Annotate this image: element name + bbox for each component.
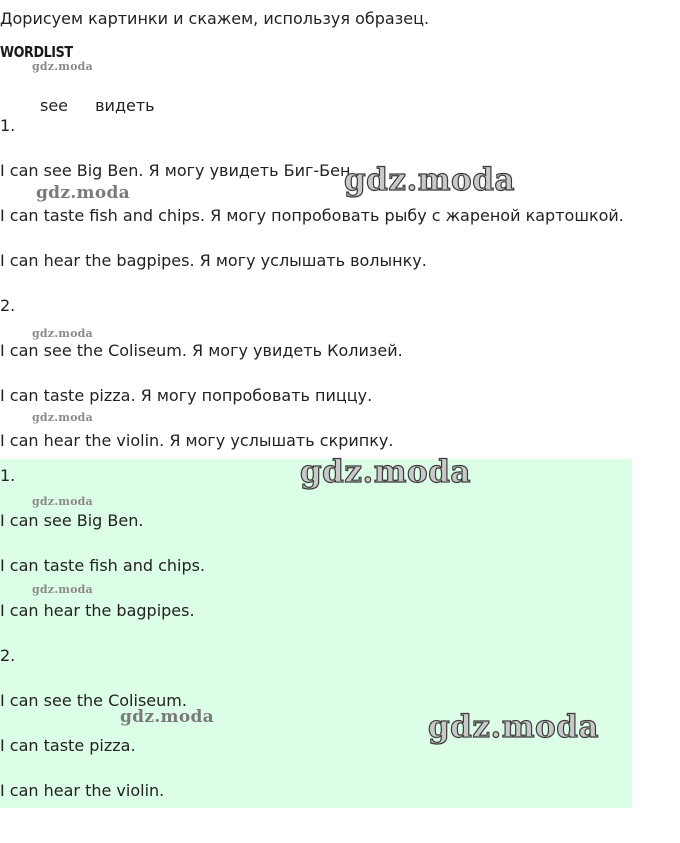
watermark-mid-1: gdz.moda: [36, 183, 130, 203]
answer-item-1-line-2: I can taste fish and chips.: [0, 556, 206, 575]
watermark-small-5: gdz.moda: [32, 583, 93, 596]
watermark-small-1: gdz.moda: [32, 60, 93, 73]
task-item-1-line-3: I can hear the bagpipes. Я могу услышать волынку.: [0, 251, 427, 270]
task-item-2-line-3: I can hear the violin. Я могу услышать скрипку.: [0, 431, 394, 450]
task-item-2-line-2: I can taste pizza. Я могу попробовать пиццу.: [0, 386, 373, 405]
task-item-2-number: 2.: [0, 296, 16, 315]
task-item-1-line-2: I can taste fish and chips. Я могу попробовать рыбу с жареной картошкой.: [0, 206, 624, 225]
task-item-2-line-1: I can see the Coliseum. Я могу увидеть Колизей.: [0, 341, 403, 360]
wordlist-heading[interactable]: WORDLIST: [0, 43, 73, 61]
clipped-text-fragment: [40, 96, 200, 115]
watermark-small-4: gdz.moda: [32, 495, 93, 508]
task-item-1-number: 1.: [0, 116, 16, 135]
watermark-big-3: gdz.moda: [428, 709, 599, 745]
answer-item-2-line-1: I can see the Coliseum.: [0, 691, 187, 710]
watermark-big-2: gdz.moda: [300, 454, 471, 490]
answer-item-2-line-3: I can hear the violin.: [0, 781, 165, 800]
watermark-small-2: gdz.moda: [32, 327, 93, 340]
answer-item-1-line-3: I can hear the bagpipes.: [0, 601, 195, 620]
task-item-1-line-1: I can see Big Ben. Я могу увидеть Биг-Бен.: [0, 161, 356, 180]
watermark-mid-2: gdz.moda: [120, 707, 214, 727]
watermark-big-1: gdz.moda: [344, 162, 515, 198]
watermark-small-3: gdz.moda: [32, 411, 93, 424]
answer-item-2-line-2: I can taste pizza.: [0, 736, 136, 755]
instruction-text: Дорисуем картинки и скажем, используя образец.: [0, 9, 430, 28]
answer-item-1-number: 1.: [0, 466, 16, 485]
answer-item-2-number: 2.: [0, 646, 16, 665]
clipped-text: see видеть: [40, 96, 155, 115]
answer-item-1-line-1: I can see Big Ben.: [0, 511, 144, 530]
